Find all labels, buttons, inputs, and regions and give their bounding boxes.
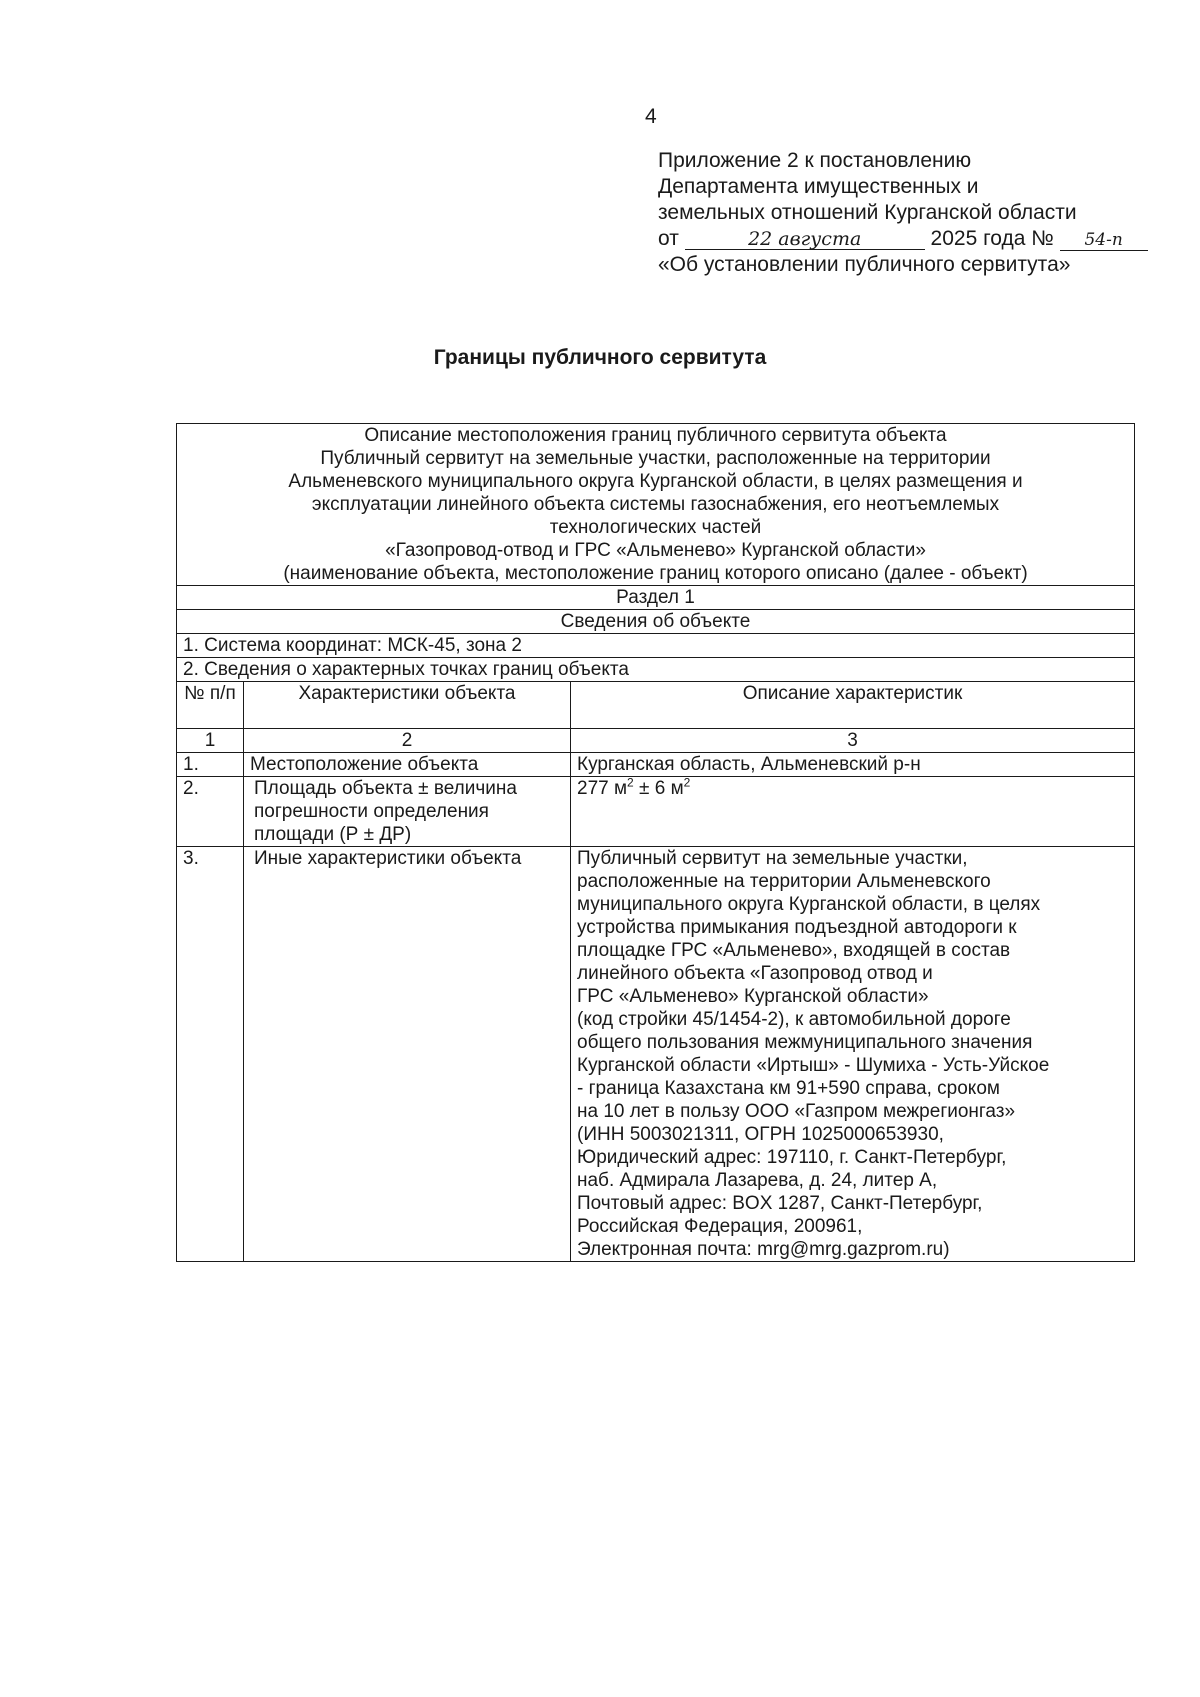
header-line: Публичный сервитут на земельные участки, расположенные на территории [320, 448, 991, 469]
column-header-description: Описание характеристик [571, 682, 1135, 729]
description-line: - граница Казахстана км 91+590 справа, сроком [577, 1078, 1000, 1099]
appendix-line-5: «Об установлении публичного сервитута» [658, 253, 1071, 276]
header-line: (наименование объекта, местоположение границ которого описано (далее - объект) [283, 563, 1028, 584]
column-number-row [177, 729, 1135, 753]
page-number: 4 [645, 105, 657, 128]
header-line: эксплуатации линейного объекта системы газоснабжения, его неотъемлемых [311, 494, 1000, 515]
description-line: муниципального округа Курганской области, в целях [577, 894, 1041, 915]
servitude-table [176, 423, 1135, 1262]
appendix-date-line [658, 226, 1178, 252]
area-error-superscript: 2 [683, 775, 691, 790]
row-characteristic: Площадь объекта ± величина погрешности определения площади (Р ± ДР) [244, 777, 571, 847]
table-header-cell [177, 424, 1135, 586]
area-value: 277 м [577, 778, 628, 799]
description-line: Публичный сервитут на земельные участки, [577, 848, 968, 869]
row-characteristic: Местоположение объекта [244, 753, 571, 777]
header-line: Альменевского муниципального округа Курганской области, в целях размещения и [288, 471, 1023, 492]
description-line: ГРС «Альменево» Курганской области» [577, 986, 929, 1007]
appendix-line-3: земельных отношений Курганской области [658, 201, 1077, 224]
column-number: 3 [571, 729, 1135, 753]
description-line: общего пользования межмуниципального значения [577, 1032, 1033, 1053]
section-subtitle-row [177, 610, 1135, 634]
description-line: наб. Адмирала Лазарева, д. 24, литер А, [577, 1170, 938, 1191]
description-line: Юридический адрес: 197110, г. Санкт-Петербург, [577, 1147, 1007, 1168]
description-line: на 10 лет в пользу ООО «Газпром межрегионгаз» [577, 1101, 1016, 1122]
year-text: 2025 года № [930, 227, 1054, 250]
column-number: 2 [244, 729, 571, 753]
row-number: 1. [177, 753, 244, 777]
section-title: Раздел 1 [177, 586, 1135, 610]
column-header-row [177, 682, 1135, 729]
description-line: устройства примыкания подъездной автодороги к [577, 917, 1017, 938]
description-line: площадке ГРС «Альменево», входящей в состав [577, 940, 1011, 961]
header-line: технологических частей [549, 517, 762, 538]
points-info-row [177, 658, 1135, 682]
document-title: Границы публичного сервитута [433, 346, 767, 369]
description-line: (ИНН 5003021311, ОГРН 1025000653930, [577, 1124, 944, 1145]
description-line: линейного объекта «Газопровод отвод и [577, 963, 933, 984]
appendix-line-1: Приложение 2 к постановлению [658, 149, 972, 172]
section-row [177, 586, 1135, 610]
coord-system-row [177, 634, 1135, 658]
row-characteristic: Иные характеристики объекта [244, 847, 571, 1262]
points-info: 2. Сведения о характерных точках границ объекта [177, 658, 1135, 682]
appendix-block [658, 148, 1178, 278]
date-prefix: от [658, 227, 679, 250]
table-row [177, 847, 1135, 1262]
row-description: Курганская область, Альменевский р-н [571, 753, 1135, 777]
header-line: Описание местоположения границ публичного сервитута объекта [364, 425, 947, 446]
description-line: Российская Федерация, 200961, [577, 1216, 863, 1237]
row-description [571, 847, 1135, 1262]
description-line: расположенные на территории Альменевского [577, 871, 991, 892]
description-line: (код стройки 45/1454-2), к автомобильной дороге [577, 1009, 1011, 1030]
section-subtitle: Сведения об объекте [177, 610, 1135, 634]
description-line: Почтовый адрес: BOX 1287, Санкт-Петербург, [577, 1193, 983, 1214]
column-header-characteristics: Характеристики объекта [244, 682, 571, 729]
table-row [177, 777, 1135, 847]
handwritten-number: 54-п [1060, 230, 1148, 251]
column-number: 1 [177, 729, 244, 753]
appendix-line-2: Департамента имущественных и [658, 175, 979, 198]
row-number: 2. [177, 777, 244, 847]
area-unit-superscript: 2 [627, 775, 634, 790]
table-row [177, 753, 1135, 777]
row-description [571, 777, 1135, 847]
description-line: Курганской области «Иртыш» - Шумиха - Усть-Уйское [577, 1055, 1050, 1076]
column-header-num: № п/п [177, 682, 244, 729]
coord-system: 1. Система координат: МСК-45, зона 2 [177, 634, 1135, 658]
header-line: «Газопровод-отвод и ГРС «Альменево» Курганской области» [385, 540, 926, 561]
table-header-row [177, 424, 1135, 586]
handwritten-date: 22 августа [685, 229, 925, 250]
row-number: 3. [177, 847, 244, 1262]
area-error: ± 6 м [633, 778, 684, 799]
description-line: Электронная почта: mrg@mrg.gazprom.ru) [577, 1239, 950, 1260]
